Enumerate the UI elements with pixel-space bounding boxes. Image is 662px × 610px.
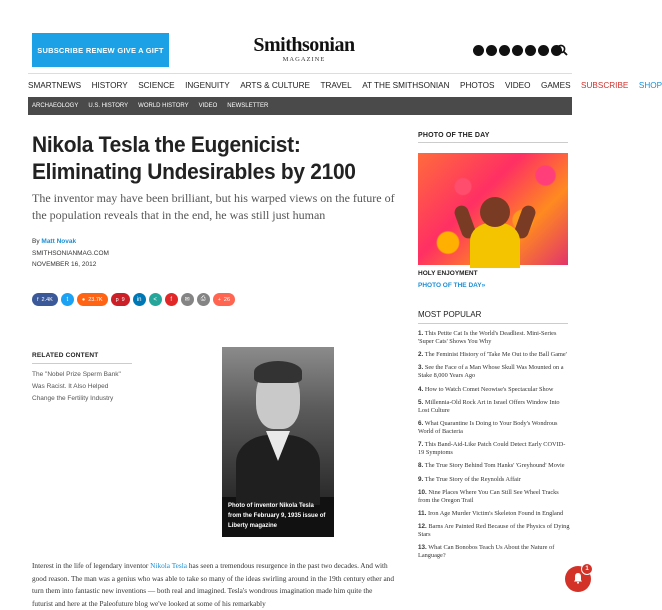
most-popular-heading: MOST POPULAR	[418, 310, 568, 324]
flipboard-icon: f	[170, 296, 173, 303]
popular-item-number: 2.	[418, 351, 424, 359]
photo-of-day-image[interactable]	[418, 153, 568, 265]
reddit-share-count: 23.7K	[88, 296, 103, 303]
popular-item-number: 11.	[418, 509, 427, 517]
popular-item-number: 3.	[418, 364, 424, 372]
nav-science[interactable]: SCIENCE	[138, 81, 175, 90]
article-dek: The inventor may have been brilliant, but his warped views on the future of the population reveals that in the end, he was still just human	[32, 191, 395, 222]
popular-item-title: Barns Are Painted Red Because of the Physics of Dying Stars	[418, 523, 570, 539]
nav-at-the-smithsonian[interactable]: AT THE SMITHSONIAN	[362, 81, 450, 90]
popular-item-title: The True Story Behind Tom Hanks' 'Greyhound' Movie	[424, 462, 565, 470]
logo-name: Smithsonian	[253, 34, 355, 56]
popular-item-number: 7.	[418, 441, 424, 449]
popular-item[interactable]	[418, 386, 570, 394]
site-header	[0, 0, 600, 72]
more-share-button[interactable]	[213, 293, 235, 306]
facebook-icon[interactable]	[473, 45, 484, 56]
subnav-video[interactable]: VIDEO	[198, 103, 218, 109]
share-button[interactable]	[149, 293, 162, 306]
popular-item-number: 10.	[418, 488, 427, 496]
facebook-share-count: 2.4K	[41, 296, 53, 303]
social-links	[473, 45, 562, 56]
article-photo	[222, 347, 334, 537]
popular-item-number: 5.	[418, 398, 424, 406]
pinterest-share-count: 9	[121, 296, 125, 303]
nav-video[interactable]: VIDEO	[504, 81, 531, 90]
popular-item[interactable]	[418, 351, 570, 359]
give-gift-link[interactable]: GIVE A GIFT	[117, 45, 164, 55]
article-body	[32, 560, 394, 610]
instagram-icon[interactable]	[525, 45, 536, 56]
share-icon: <	[153, 296, 157, 303]
renew-link[interactable]: RENEW	[85, 45, 115, 55]
email-icon: ✉	[184, 297, 190, 303]
nikola-tesla-link[interactable]: Nikola Tesla	[150, 561, 187, 570]
popular-item-number: 9.	[418, 475, 424, 483]
most-popular-list	[418, 330, 570, 565]
nav-shop[interactable]: SHOP	[638, 81, 662, 90]
tesla-portrait-image	[222, 347, 334, 497]
photo-of-day-section	[418, 132, 568, 143]
main-nav	[28, 73, 662, 97]
search-icon[interactable]	[556, 44, 568, 56]
subnav-archaeology[interactable]: ARCHAEOLOGY	[32, 103, 79, 109]
related-heading: RELATED CONTENT	[32, 352, 132, 364]
article-headline: Nikola Tesla the Eugenicist: Eliminating Undesirables by 2100	[32, 132, 356, 184]
byline	[32, 236, 109, 271]
article-source: SMITHSONIANMAG.COM	[32, 249, 109, 257]
linkedin-icon: in	[136, 296, 142, 303]
bell-icon	[572, 572, 584, 584]
photo-of-day-title: HOLY ENJOYMENT	[418, 270, 478, 277]
body-text-intro: Interest in the life of legendary inventor	[32, 561, 151, 570]
twitter-icon: t	[66, 296, 69, 303]
body-text-continued: has seen a tremendous resurgence in the past two decades. And with good reason. The man was a genius who was able to take so many of the ideas swirling around in the 19th century ether and turn them into fantastic new inventions — both real and imagined. Tesla's wondrous imagination made him quite the futurist and here at the Paleofuture blog we've looked at some of his remarkably	[32, 561, 394, 608]
popular-item[interactable]	[418, 441, 570, 457]
photo-of-day-link[interactable]: PHOTO OF THE DAY»	[418, 282, 486, 289]
facebook-icon: f	[37, 296, 39, 303]
popular-item-title: This Petite Cat Is the World's Deadliest. Mini-Series 'Super Cats' Shows You Why	[418, 330, 557, 345]
plus-icon: +	[217, 296, 221, 303]
subnav-us-history[interactable]: U.S. HISTORY	[88, 103, 129, 109]
popular-item-number: 6.	[418, 419, 424, 427]
flipboard-icon[interactable]	[538, 45, 549, 56]
popular-item-title: Nine Places Where You Can Still See Wheel Tracks from the Oregon Trail	[418, 488, 559, 504]
linkedin-share-button[interactable]	[133, 293, 146, 306]
popular-item[interactable]	[418, 364, 570, 380]
popular-item[interactable]	[418, 489, 570, 505]
popular-item[interactable]	[418, 476, 570, 484]
popular-item[interactable]	[418, 420, 570, 436]
popular-item[interactable]	[418, 330, 570, 346]
popular-item-title: The Feminist History of 'Take Me Out to the Ball Game'	[424, 351, 567, 359]
sub-nav	[28, 97, 572, 115]
nav-games[interactable]: GAMES	[540, 81, 571, 90]
popular-item-title: Millennia-Old Rock Art in Israel Offers Window Into Lost Culture	[418, 398, 560, 414]
site-logo[interactable]	[240, 35, 368, 63]
popular-item[interactable]	[418, 462, 570, 470]
photo-of-day-heading: PHOTO OF THE DAY	[418, 132, 568, 143]
twitter-icon[interactable]	[486, 45, 497, 56]
related-content	[32, 352, 132, 405]
notification-count-badge: 1	[581, 563, 593, 575]
popular-item[interactable]	[418, 544, 570, 560]
popular-item-title: The True Story of the Reynolds Affair	[424, 475, 521, 483]
popular-item[interactable]	[418, 523, 570, 539]
popular-item-title: What Can Bonobos Teach Us About the Nature of Language?	[418, 544, 555, 560]
logo-subtitle: MAGAZINE	[282, 56, 326, 63]
youtube-icon[interactable]	[512, 45, 523, 56]
email-share-button[interactable]	[181, 293, 194, 306]
popular-item-title: Iron Age Murder Victim's Skeleton Found in England	[427, 509, 564, 517]
article-date: NOVEMBER 16, 2012	[32, 261, 97, 268]
popular-item[interactable]	[418, 399, 570, 415]
nav-history[interactable]: HISTORY	[91, 81, 128, 90]
nav-photos[interactable]: PHOTOS	[460, 81, 495, 90]
nav-travel[interactable]: TRAVEL	[320, 81, 352, 90]
related-item-link[interactable]: The "Nobel Prize Sperm Bank" Was Racist. It Also Helped Change the Fertility Industry	[32, 371, 121, 402]
notification-bell-button[interactable]	[565, 566, 591, 592]
pinterest-share-button[interactable]	[111, 293, 130, 306]
pinterest-icon: p	[115, 296, 119, 303]
popular-item-number: 13.	[418, 544, 427, 552]
popular-item-title: What Quarantine Is Doing to Your Body's Wondrous World of Bacteria	[418, 419, 558, 435]
facebook-share-button[interactable]	[32, 293, 58, 306]
photo-caption: Photo of inventor Nikola Tesla from the February 9, 1935 issue of Liberty magazine	[228, 503, 326, 529]
nav-smartnews[interactable]: SMARTNEWS	[28, 81, 82, 90]
twitter-share-button[interactable]	[61, 293, 74, 306]
flipboard-share-button[interactable]	[165, 293, 178, 306]
nav-ingenuity[interactable]: INGENUITY	[185, 81, 230, 90]
popular-item-number: 1.	[418, 330, 424, 337]
nav-subscribe[interactable]: SUBSCRIBE	[581, 81, 629, 90]
popular-item-title: See the Face of a Man Whose Skull Was Mounted on a Stake 8,000 Years Ago	[418, 364, 564, 380]
subnav-newsletter[interactable]: NEWSLETTER	[227, 103, 269, 109]
print-share-button[interactable]	[197, 293, 210, 306]
more-share-count: 26	[223, 296, 231, 303]
popular-item[interactable]	[418, 510, 570, 518]
reddit-share-button[interactable]	[77, 293, 108, 306]
subscribe-box	[32, 33, 169, 67]
popular-item-number: 12.	[418, 523, 427, 531]
popular-item-title: How to Watch Comet Neowise's Spectacular Show	[424, 385, 554, 393]
author-link[interactable]: Matt Novak	[41, 238, 77, 245]
subscribe-link[interactable]: SUBSCRIBE	[37, 45, 84, 55]
popular-item-number: 4.	[418, 385, 424, 393]
popular-item-title: This Band-Aid-Like Patch Could Detect Early COVID-19 Symptoms	[418, 441, 566, 457]
subnav-world-history[interactable]: WORLD HISTORY	[138, 103, 189, 109]
popular-item-number: 8.	[418, 462, 424, 470]
byline-prefix: By	[32, 238, 40, 245]
print-icon: ⎙	[200, 296, 206, 302]
nav-arts-culture[interactable]: ARTS & CULTURE	[240, 81, 310, 90]
pinterest-icon[interactable]	[499, 45, 510, 56]
reddit-icon: ●	[81, 296, 86, 303]
share-bar	[32, 293, 235, 306]
